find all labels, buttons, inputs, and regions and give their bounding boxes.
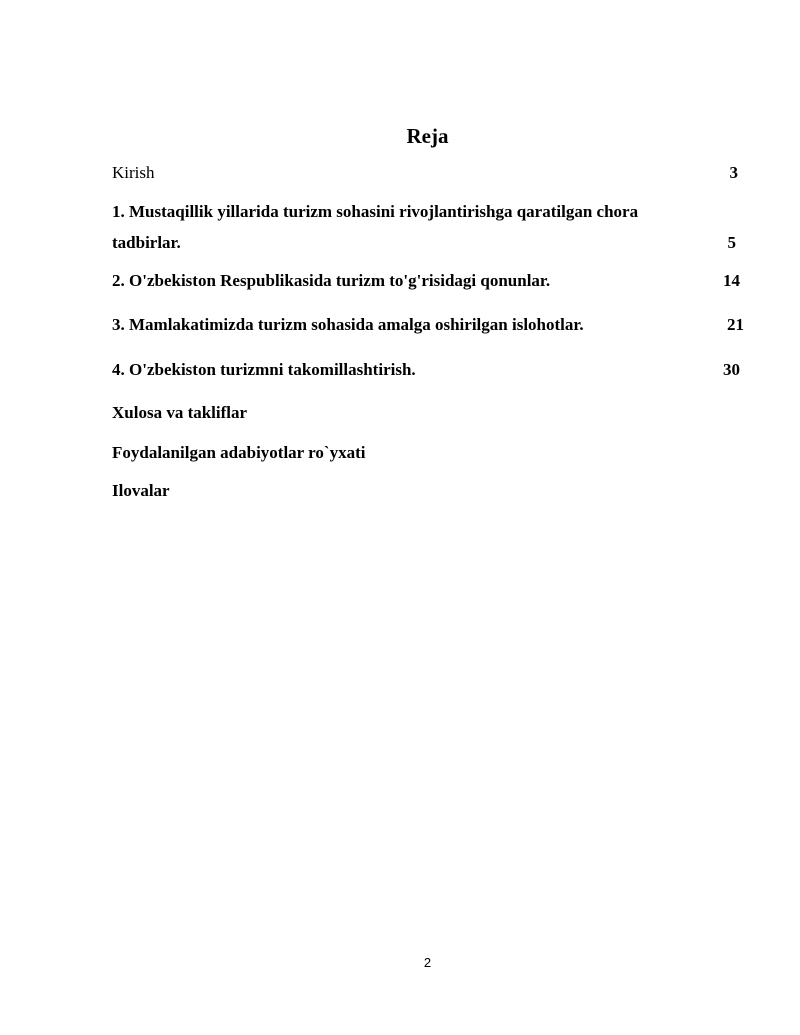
page-title: Reja: [406, 124, 449, 148]
toc-item-xulosa: Xulosa va takliflar: [112, 403, 248, 422]
toc-page-2: 14: [723, 271, 740, 290]
toc-page-3: 21: [727, 315, 744, 334]
toc-item-ilovalar: Ilovalar: [112, 481, 170, 500]
page-number: 2: [423, 955, 432, 970]
toc-page-1: 5: [727, 233, 736, 252]
toc-item-1-line1: 1. Mustaqillik yillarida turizm sohasini rivojlantirishga qaratilgan chora: [112, 202, 639, 221]
toc-item-kirish: Kirish: [112, 163, 155, 182]
toc-item-4: 4. O'zbekiston turizmni takomillashtirish.: [112, 360, 416, 379]
toc-item-adabiyotlar: Foydalanilgan adabiyotlar ro`yxati: [112, 443, 366, 462]
toc-item-3: 3. Mamlakatimizda turizm sohasida amalga oshirilgan islohotlar.: [112, 315, 584, 334]
toc-page-kirish: 3: [729, 163, 738, 182]
toc-page-4: 30: [723, 360, 740, 379]
toc-item-2: 2. O'zbekiston Respublikasida turizm to'g'risidagi qonunlar.: [112, 271, 551, 290]
toc-item-1-line2: tadbirlar.: [112, 233, 181, 252]
